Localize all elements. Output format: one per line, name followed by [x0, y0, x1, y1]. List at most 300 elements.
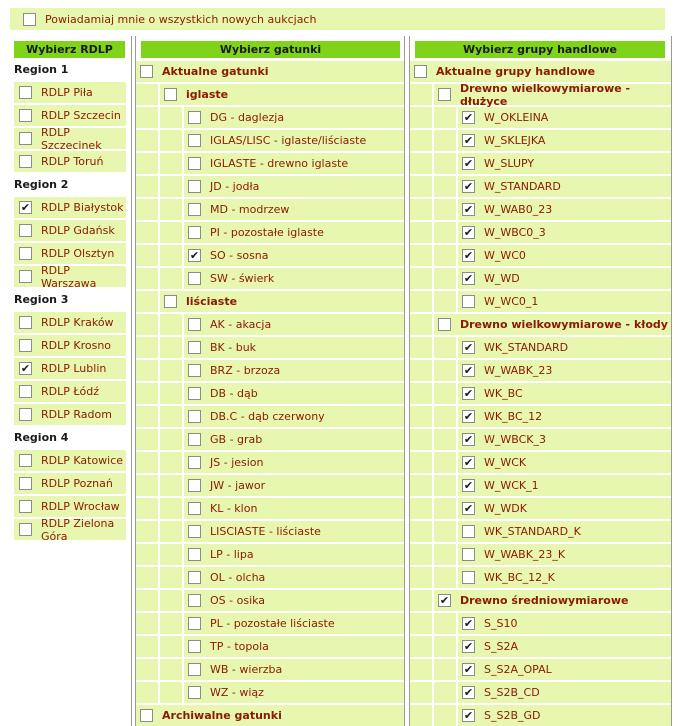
species-item-checkbox[interactable] — [188, 548, 201, 561]
notify-all-auctions-row[interactable] — [10, 8, 665, 30]
tree-indent — [160, 107, 182, 128]
species-item[interactable] — [136, 222, 404, 243]
rdlp-checkbox[interactable] — [19, 201, 32, 214]
tree-indent — [160, 590, 182, 611]
trade-group-item-label: W_SKLEJKA — [484, 134, 546, 147]
rdlp-label: RDLP Toruń — [41, 155, 104, 168]
trade-group-item-checkbox[interactable] — [462, 433, 475, 446]
rdlp-checkbox[interactable] — [19, 109, 32, 122]
tree-indent — [410, 544, 432, 565]
trade-group-item[interactable] — [410, 314, 671, 335]
trade-group-item[interactable] — [410, 245, 671, 266]
species-item-label: JD - jodła — [210, 180, 260, 193]
species-item[interactable] — [136, 360, 404, 381]
trade-group-item[interactable] — [410, 107, 671, 128]
trade-group-item-checkbox[interactable] — [414, 65, 427, 78]
trade-group-item-checkbox[interactable] — [462, 640, 475, 653]
species-item[interactable] — [136, 452, 404, 473]
species-item-label: JW - jawor — [210, 479, 266, 492]
species-item-checkbox[interactable] — [140, 65, 153, 78]
tree-indent — [136, 176, 158, 197]
species-item-checkbox[interactable] — [164, 295, 177, 308]
species-item[interactable] — [136, 475, 404, 496]
trade-group-item-checkbox[interactable] — [462, 548, 475, 561]
species-item-checkbox[interactable] — [188, 433, 201, 446]
species-item-checkbox[interactable] — [188, 640, 201, 653]
trade-group-item-label: Drewno wielkowymiarowe - kłody — [460, 318, 668, 331]
rdlp-item[interactable] — [14, 404, 126, 425]
species-item[interactable] — [136, 130, 404, 151]
tree-indent — [410, 360, 432, 381]
tree-indent — [136, 314, 158, 335]
rdlp-label: RDLP Olsztyn — [41, 247, 115, 260]
species-item-checkbox[interactable] — [188, 686, 201, 699]
trade-group-item[interactable] — [410, 268, 671, 289]
species-item-checkbox[interactable] — [188, 502, 201, 515]
tree-indent — [410, 84, 432, 105]
species-item-label: PL - pozostałe liściaste — [210, 617, 335, 630]
rdlp-item[interactable] — [14, 358, 126, 379]
trade-group-item[interactable] — [410, 636, 671, 657]
rdlp-checkbox[interactable] — [19, 247, 32, 260]
trade-group-item[interactable] — [410, 81, 671, 108]
species-item-checkbox[interactable] — [188, 525, 201, 538]
trade-group-item-checkbox[interactable] — [462, 525, 475, 538]
trade-group-item-checkbox[interactable] — [462, 249, 475, 262]
rdlp-checkbox[interactable] — [19, 224, 32, 237]
tree-indent — [410, 153, 432, 174]
trade-group-item[interactable] — [410, 544, 671, 565]
rdlp-list — [10, 59, 131, 543]
tree-indent — [136, 268, 158, 289]
species-item[interactable] — [136, 429, 404, 450]
tree-indent — [434, 475, 456, 496]
tree-indent — [410, 452, 432, 473]
trade-group-item-checkbox[interactable] — [462, 617, 475, 630]
trade-group-item-label: Drewno wielkowymiarowe - dłużyce — [460, 81, 631, 108]
tree-indent — [160, 452, 182, 473]
trade-group-item-checkbox[interactable] — [462, 571, 475, 584]
rdlp-label: RDLP Piła — [41, 86, 93, 99]
trade-group-item[interactable] — [410, 452, 671, 473]
tree-indent — [136, 475, 158, 496]
trade-group-item[interactable] — [410, 682, 671, 703]
rdlp-item[interactable] — [14, 243, 126, 264]
species-item[interactable] — [136, 176, 404, 197]
trade-group-item-checkbox[interactable] — [462, 341, 475, 354]
tree-indent — [434, 521, 456, 542]
species-item[interactable] — [136, 636, 404, 657]
species-item-checkbox[interactable] — [188, 571, 201, 584]
tree-indent — [434, 659, 456, 680]
tree-indent — [410, 475, 432, 496]
trade-group-item-checkbox[interactable] — [462, 134, 475, 147]
tree-indent — [434, 682, 456, 703]
trade-group-item[interactable] — [410, 360, 671, 381]
tree-indent — [434, 406, 456, 427]
trade-group-item-label: W_WBC0_3 — [484, 226, 546, 239]
rdlp-checkbox[interactable] — [19, 339, 32, 352]
rdlp-label: RDLP Warszawa — [41, 263, 97, 290]
rdlp-label: RDLP Krosno — [41, 339, 112, 352]
species-item[interactable] — [136, 337, 404, 358]
tree-indent — [160, 475, 182, 496]
species-item-checkbox[interactable] — [188, 410, 201, 423]
rdlp-item[interactable] — [14, 197, 126, 218]
species-item-label: MD - modrzew — [210, 203, 290, 216]
tree-indent — [434, 613, 456, 634]
tree-indent — [434, 429, 456, 450]
trade-group-item[interactable] — [410, 705, 671, 726]
trade-group-item[interactable] — [410, 153, 671, 174]
rdlp-label: RDLP Radom — [41, 408, 112, 421]
species-item-checkbox[interactable] — [188, 364, 201, 377]
tree-indent — [410, 291, 432, 312]
tree-indent — [160, 199, 182, 220]
species-item-label: liściaste — [186, 295, 238, 308]
rdlp-item[interactable] — [14, 263, 126, 290]
trade-group-item-checkbox[interactable] — [462, 180, 475, 193]
trade-group-item[interactable] — [410, 613, 671, 634]
trade-group-item-checkbox[interactable] — [462, 456, 475, 469]
region-title: Region 4 — [14, 431, 69, 444]
species-item-checkbox[interactable] — [188, 111, 201, 124]
tree-indent — [410, 567, 432, 588]
trade-group-item-checkbox[interactable] — [462, 157, 475, 170]
trade-group-item-label: W_WBCK_3 — [484, 433, 546, 446]
species-item-checkbox[interactable] — [188, 134, 201, 147]
tree-indent — [434, 636, 456, 657]
tree-indent — [160, 429, 182, 450]
trade-group-item[interactable] — [410, 521, 671, 542]
species-item-checkbox[interactable] — [188, 594, 201, 607]
tree-indent — [410, 199, 432, 220]
tree-indent — [434, 268, 456, 289]
rdlp-item[interactable] — [14, 450, 126, 471]
tree-indent — [434, 130, 456, 151]
trade-group-item-checkbox[interactable] — [438, 594, 451, 607]
species-item[interactable] — [136, 498, 404, 519]
tree-indent — [434, 245, 456, 266]
tree-indent — [160, 176, 182, 197]
tree-indent — [410, 429, 432, 450]
trade-group-item-checkbox[interactable] — [438, 318, 451, 331]
trade-group-item[interactable] — [410, 475, 671, 496]
trade-group-item-checkbox[interactable] — [462, 364, 475, 377]
trade-group-item-label: S_S2A_OPAL — [484, 663, 552, 676]
species-item-label: WZ - wiąz — [210, 686, 264, 699]
tree-indent — [160, 682, 182, 703]
tree-indent — [136, 567, 158, 588]
species-item-checkbox[interactable] — [188, 249, 201, 262]
trade-groups-tree — [410, 61, 671, 726]
tree-indent — [160, 383, 182, 404]
rdlp-item[interactable] — [14, 151, 126, 172]
tree-indent — [160, 406, 182, 427]
tree-indent — [434, 383, 456, 404]
tree-indent — [136, 130, 158, 151]
species-item[interactable] — [136, 613, 404, 634]
species-item[interactable] — [136, 291, 404, 312]
species-item-label: OL - olcha — [210, 571, 266, 584]
species-item[interactable] — [136, 153, 404, 174]
species-item-checkbox[interactable] — [188, 272, 201, 285]
species-item-checkbox[interactable] — [188, 479, 201, 492]
species-item-checkbox[interactable] — [188, 387, 201, 400]
species-item[interactable] — [136, 406, 404, 427]
tree-indent — [136, 544, 158, 565]
rdlp-item[interactable] — [14, 125, 126, 152]
tree-indent — [160, 268, 182, 289]
trade-group-item-label: W_WABK_23_K — [484, 548, 566, 561]
species-item[interactable] — [136, 705, 404, 726]
species-item-checkbox[interactable] — [164, 88, 177, 101]
species-item-label: DB - dąb — [210, 387, 258, 400]
species-item[interactable] — [136, 659, 404, 680]
species-column — [135, 36, 405, 726]
species-item[interactable] — [136, 544, 404, 565]
trade-group-item-label: W_SLUPY — [484, 157, 535, 170]
rdlp-item[interactable] — [14, 516, 126, 543]
trade-group-item-checkbox[interactable] — [462, 295, 475, 308]
species-item-label: LISCIASTE - liściaste — [210, 525, 321, 538]
trade-group-item-checkbox[interactable] — [462, 709, 475, 722]
tree-indent — [136, 107, 158, 128]
rdlp-checkbox[interactable] — [19, 454, 32, 467]
species-item-label: iglaste — [186, 88, 229, 101]
rdlp-checkbox[interactable] — [19, 86, 32, 99]
species-item-checkbox[interactable] — [188, 318, 201, 331]
rdlp-checkbox[interactable] — [19, 132, 32, 145]
species-item-checkbox[interactable] — [188, 203, 201, 216]
tree-indent — [410, 406, 432, 427]
tree-indent — [410, 383, 432, 404]
rdlp-checkbox[interactable] — [19, 523, 32, 536]
rdlp-header: Wybierz RDLP — [13, 40, 126, 59]
tree-indent — [410, 659, 432, 680]
rdlp-label: RDLP Katowice — [41, 454, 124, 467]
rdlp-checkbox[interactable] — [19, 408, 32, 421]
trade-group-item-label: S_S2B_GD — [484, 709, 541, 722]
species-item-checkbox[interactable] — [140, 709, 153, 722]
trade-group-item-label: WK_BC_12 — [484, 410, 543, 423]
trade-group-item-checkbox[interactable] — [438, 88, 451, 101]
trade-group-item-label: W_WAB0_23 — [484, 203, 553, 216]
species-item-label: GB - grab — [210, 433, 263, 446]
trade-group-item-checkbox[interactable] — [462, 502, 475, 515]
trade-group-item[interactable] — [410, 130, 671, 151]
rdlp-item[interactable] — [14, 381, 126, 402]
tree-indent — [434, 291, 456, 312]
trade-group-item-label: WK_BC — [484, 387, 523, 400]
tree-indent — [434, 153, 456, 174]
species-item-checkbox[interactable] — [188, 180, 201, 193]
rdlp-checkbox[interactable] — [19, 316, 32, 329]
species-item-checkbox[interactable] — [188, 226, 201, 239]
species-item-checkbox[interactable] — [188, 341, 201, 354]
rdlp-label: RDLP Gdańsk — [41, 224, 115, 237]
rdlp-item[interactable] — [14, 335, 126, 356]
tree-indent — [160, 521, 182, 542]
rdlp-checkbox[interactable] — [19, 362, 32, 375]
trade-group-item[interactable] — [410, 659, 671, 680]
trade-group-item[interactable] — [410, 61, 671, 82]
tree-indent — [434, 452, 456, 473]
species-item-label: OS - osika — [210, 594, 266, 607]
species-item[interactable] — [136, 61, 404, 82]
rdlp-item[interactable] — [14, 82, 126, 103]
species-item-label: JS - jesion — [210, 456, 264, 469]
species-item[interactable] — [136, 567, 404, 588]
trade-group-item[interactable] — [410, 498, 671, 519]
trade-group-item[interactable] — [410, 291, 671, 312]
trade-group-item-label: W_WC0_1 — [484, 295, 539, 308]
trade-group-item[interactable] — [410, 429, 671, 450]
species-item-checkbox[interactable] — [188, 617, 201, 630]
tree-indent — [410, 337, 432, 358]
trade-group-item-label: W_WC0 — [484, 249, 526, 262]
trade-groups-column — [409, 36, 672, 726]
species-item-label: BRZ - brzoza — [210, 364, 281, 377]
tree-indent — [160, 245, 182, 266]
species-item-checkbox[interactable] — [188, 157, 201, 170]
trade-group-item-label: W_WCK — [484, 456, 527, 469]
tree-indent — [160, 636, 182, 657]
species-item-label: IGLAS/LISC - iglaste/liściaste — [210, 134, 367, 147]
trade-groups-header: Wybierz grupy handlowe — [414, 40, 666, 59]
rdlp-item[interactable] — [14, 473, 126, 494]
tree-indent — [410, 590, 432, 611]
rdlp-label: RDLP Wrocław — [41, 500, 120, 513]
rdlp-label: RDLP Białystok — [41, 201, 124, 214]
species-item[interactable] — [136, 521, 404, 542]
rdlp-item[interactable] — [14, 312, 126, 333]
trade-group-item-label: WK_BC_12_K — [484, 571, 555, 584]
species-item-label: Archiwalne gatunki — [162, 709, 282, 722]
species-item[interactable] — [136, 268, 404, 289]
rdlp-label: RDLP Kraków — [41, 316, 114, 329]
species-item-label: WB - wierzba — [210, 663, 283, 676]
tree-indent — [160, 567, 182, 588]
rdlp-label: RDLP Szczecin — [41, 109, 121, 122]
trade-group-item-label: WK_STANDARD_K — [484, 525, 581, 538]
tree-indent — [434, 544, 456, 565]
species-item[interactable] — [136, 314, 404, 335]
trade-group-item-checkbox[interactable] — [462, 272, 475, 285]
species-item-checkbox[interactable] — [188, 663, 201, 676]
trade-group-item-checkbox[interactable] — [462, 387, 475, 400]
trade-group-item[interactable] — [410, 337, 671, 358]
tree-indent — [160, 613, 182, 634]
tree-indent — [136, 360, 158, 381]
tree-indent — [410, 245, 432, 266]
trade-group-item[interactable] — [410, 590, 671, 611]
species-item[interactable] — [136, 107, 404, 128]
species-item-label: SW - świerk — [210, 272, 275, 285]
trade-group-item[interactable] — [410, 176, 671, 197]
species-item[interactable] — [136, 84, 404, 105]
tree-indent — [410, 268, 432, 289]
trade-group-item-label: Drewno średniowymiarowe — [460, 594, 629, 607]
notify-checkbox[interactable] — [23, 13, 36, 26]
trade-group-item-label: W_OKLEINA — [484, 111, 549, 124]
tree-indent — [410, 705, 432, 726]
tree-indent — [410, 314, 432, 335]
rdlp-label: RDLP Zielona Góra — [41, 516, 115, 543]
species-header: Wybierz gatunki — [140, 40, 401, 59]
trade-group-item-checkbox[interactable] — [462, 686, 475, 699]
trade-group-item[interactable] — [410, 383, 671, 404]
rdlp-checkbox[interactable] — [19, 155, 32, 168]
tree-indent — [410, 107, 432, 128]
rdlp-checkbox[interactable] — [19, 385, 32, 398]
species-item[interactable] — [136, 590, 404, 611]
tree-indent — [160, 222, 182, 243]
tree-indent — [136, 222, 158, 243]
rdlp-checkbox[interactable] — [19, 270, 32, 283]
rdlp-column — [10, 36, 132, 726]
tree-indent — [136, 521, 158, 542]
tree-indent — [136, 245, 158, 266]
species-item-label: SO - sosna — [210, 249, 269, 262]
species-item-label: LP - lipa — [210, 548, 254, 561]
tree-indent — [434, 222, 456, 243]
tree-indent — [434, 498, 456, 519]
tree-indent — [434, 337, 456, 358]
tree-indent — [136, 153, 158, 174]
trade-group-item-checkbox[interactable] — [462, 479, 475, 492]
notify-label: Powiadamiaj mnie o wszystkich nowych aukcjach — [45, 12, 317, 26]
trade-group-item-checkbox[interactable] — [462, 226, 475, 239]
rdlp-checkbox[interactable] — [19, 477, 32, 490]
trade-group-item-checkbox[interactable] — [462, 410, 475, 423]
rdlp-item[interactable] — [14, 105, 126, 126]
species-item-label: PI - pozostałe iglaste — [210, 226, 324, 239]
trade-group-item[interactable] — [410, 406, 671, 427]
trade-group-item-label: S_S2A — [484, 640, 518, 653]
trade-group-item-checkbox[interactable] — [462, 663, 475, 676]
rdlp-item[interactable] — [14, 496, 126, 517]
trade-group-item-label: W_WABK_23 — [484, 364, 553, 377]
species-item[interactable] — [136, 245, 404, 266]
species-item-checkbox[interactable] — [188, 456, 201, 469]
rdlp-item[interactable] — [14, 220, 126, 241]
species-item-label: KL - klon — [210, 502, 258, 515]
trade-group-item[interactable] — [410, 199, 671, 220]
species-item[interactable] — [136, 383, 404, 404]
trade-group-item-checkbox[interactable] — [462, 111, 475, 124]
tree-indent — [160, 544, 182, 565]
tree-indent — [136, 84, 158, 105]
tree-indent — [410, 682, 432, 703]
tree-indent — [410, 613, 432, 634]
tree-indent — [136, 452, 158, 473]
trade-group-item[interactable] — [410, 567, 671, 588]
trade-group-item-checkbox[interactable] — [462, 203, 475, 216]
species-item[interactable] — [136, 199, 404, 220]
rdlp-label: RDLP Poznań — [41, 477, 113, 490]
species-item-label: AK - akacja — [210, 318, 272, 331]
tree-indent — [136, 498, 158, 519]
trade-group-item-label: S_S2B_CD — [484, 686, 540, 699]
species-item-label: Aktualne gatunki — [162, 65, 269, 78]
trade-group-item[interactable] — [410, 222, 671, 243]
species-item[interactable] — [136, 682, 404, 703]
trade-group-item-label: W_WCK_1 — [484, 479, 539, 492]
tree-indent — [136, 613, 158, 634]
rdlp-checkbox[interactable] — [19, 500, 32, 513]
tree-indent — [136, 406, 158, 427]
